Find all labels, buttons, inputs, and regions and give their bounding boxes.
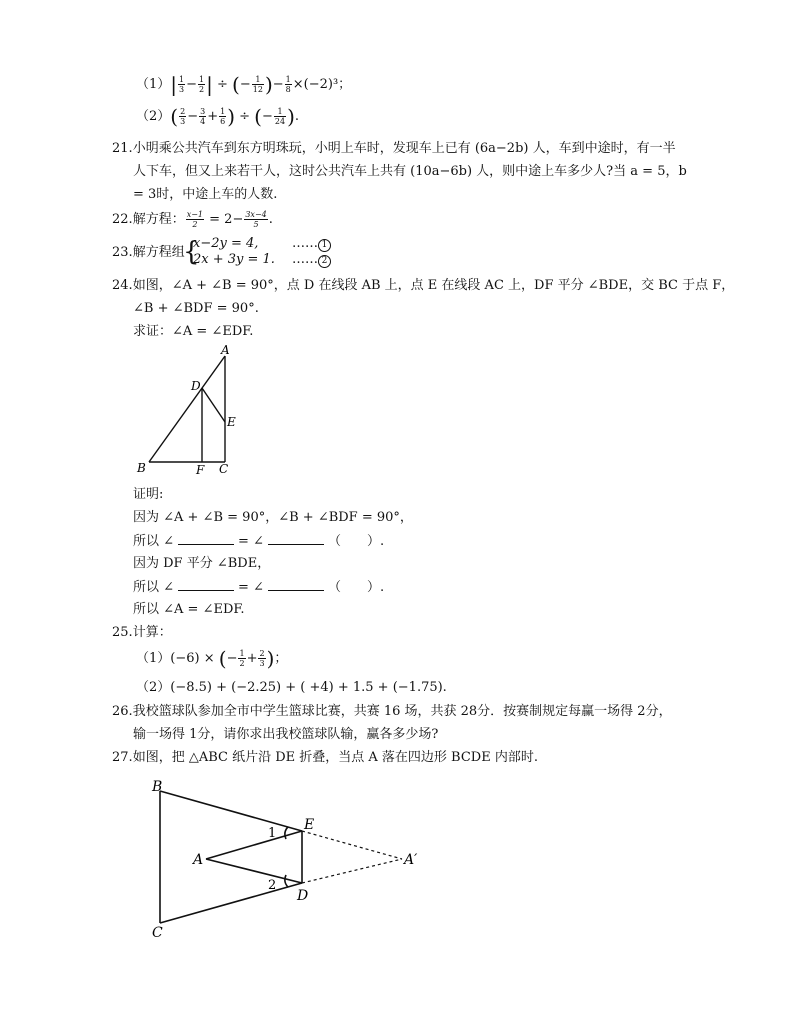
label-e: E — [227, 415, 236, 429]
segment-ad — [206, 859, 302, 883]
q20-part1: （1）| $\frac{1}{3}$ − $\frac{1}{2}$ | ÷ (− $\frac{1}{12}$ )− $\frac{1}{8}$ ×(−2)³； — [136, 72, 352, 97]
segment-be — [160, 791, 302, 831]
answer-blank[interactable] — [178, 578, 234, 591]
q21-line2: 人下车，但又上来若干人，这时公共汽车上共有 (10a−6b) 人，则中途上车多少人?当 a = 5，b — [133, 164, 687, 179]
segment-ea2 — [302, 831, 402, 859]
label-angle-1: 1 — [268, 826, 277, 841]
q24-proof-line4: 所以 ∠ = ∠ （ ）. — [133, 580, 385, 595]
label-d: D — [297, 888, 309, 904]
q22-equation: 22.解方程： $\frac{x-1}{2}$ = 2− $\frac{3x-4}{5}$ . — [112, 210, 273, 229]
segment-da2 — [302, 859, 402, 883]
q23-eq2: 2x + 3y = 1. — [193, 252, 275, 267]
q21-line3: = 3时，中途上车的人数. — [133, 187, 278, 202]
q26-line1: 26.我校篮球队参加全市中学生篮球比赛，共赛 16 场，共获 28分．按赛制规定每赢一场得 2分， — [112, 704, 672, 719]
segment-ae — [206, 831, 302, 859]
q23-mark2: …… 2 — [292, 252, 331, 268]
label-a: A — [221, 343, 230, 357]
label-c: C — [152, 925, 163, 941]
q27-line1: 27.如图，把 △ABC 纸片沿 DE 折叠，当点 A 落在四边形 BCDE 内部时. — [112, 750, 538, 765]
q24-proof-line3: 因为 DF 平分 ∠BDE， — [133, 556, 271, 571]
label-a-prime: A′ — [404, 852, 418, 868]
label-f: F — [196, 463, 205, 475]
q23-mark1: …… 1 — [292, 236, 331, 252]
answer-blank[interactable] — [268, 532, 324, 545]
q24-line2: ∠B + ∠BDF = 90°. — [133, 301, 259, 316]
q27-figure — [140, 775, 440, 943]
q21-line1: 21.小明乘公共汽车到东方明珠玩，小明上车时，发现车上已有 (6a−2b) 人，车到中途时，有一半 — [112, 141, 676, 156]
q24-line1: 24.如图，∠A + ∠B = 90°，点 D 在线段 AB 上，点 E 在线段 AC 上，DF 平分 ∠BDE，交 BC 于点 F， — [112, 278, 735, 293]
label-a: A — [193, 852, 204, 868]
segment-ab — [149, 356, 225, 462]
q26-line2: 输一场得 1分，请你求出我校篮球队输，赢各多少场? — [133, 727, 439, 742]
angle-1-arc — [285, 827, 288, 839]
label-e: E — [304, 817, 315, 833]
q25-part1: （1）(−6) × (− $\frac{1}{2}$ + $\frac{2}{3}$ )； — [136, 646, 288, 671]
answer-blank[interactable] — [178, 532, 234, 545]
q24-proof-line5: 所以 ∠A = ∠EDF. — [133, 602, 245, 617]
q24-figure — [135, 340, 245, 475]
q25-part2: （2）(−8.5) + (−2.25) + ( +4) + 1.5 + (−1.75). — [136, 680, 447, 695]
label-b: B — [152, 779, 163, 795]
label-d: D — [191, 379, 201, 393]
segment-cd — [160, 883, 302, 923]
q24-line3: 求证：∠A = ∠EDF. — [133, 324, 254, 339]
q24-proof-line1: 因为 ∠A + ∠B = 90°，∠B + ∠BDF = 90°， — [133, 510, 413, 525]
q24-proof-line2: 所以 ∠ = ∠ （ ）. — [133, 534, 385, 549]
label-angle-2: 2 — [268, 878, 277, 893]
q23-label: 23.解方程组 — [112, 245, 185, 260]
q25-title: 25.计算： — [112, 625, 172, 640]
segment-de — [202, 388, 225, 422]
q20-part2: （2）( $\frac{2}{3}$ − $\frac{3}{4}$ + $\frac{1}{6}$ ) ÷ (− $\frac{1}{24}$ ). — [136, 104, 300, 129]
q24-proof-title: 证明: — [133, 487, 164, 502]
label-b: B — [137, 461, 146, 475]
angle-2-arc — [285, 875, 288, 887]
q23-brace: { — [183, 237, 200, 267]
label-c: C — [219, 462, 229, 475]
q23-eq1: x−2y = 4, — [193, 236, 259, 251]
answer-blank[interactable] — [268, 578, 324, 591]
